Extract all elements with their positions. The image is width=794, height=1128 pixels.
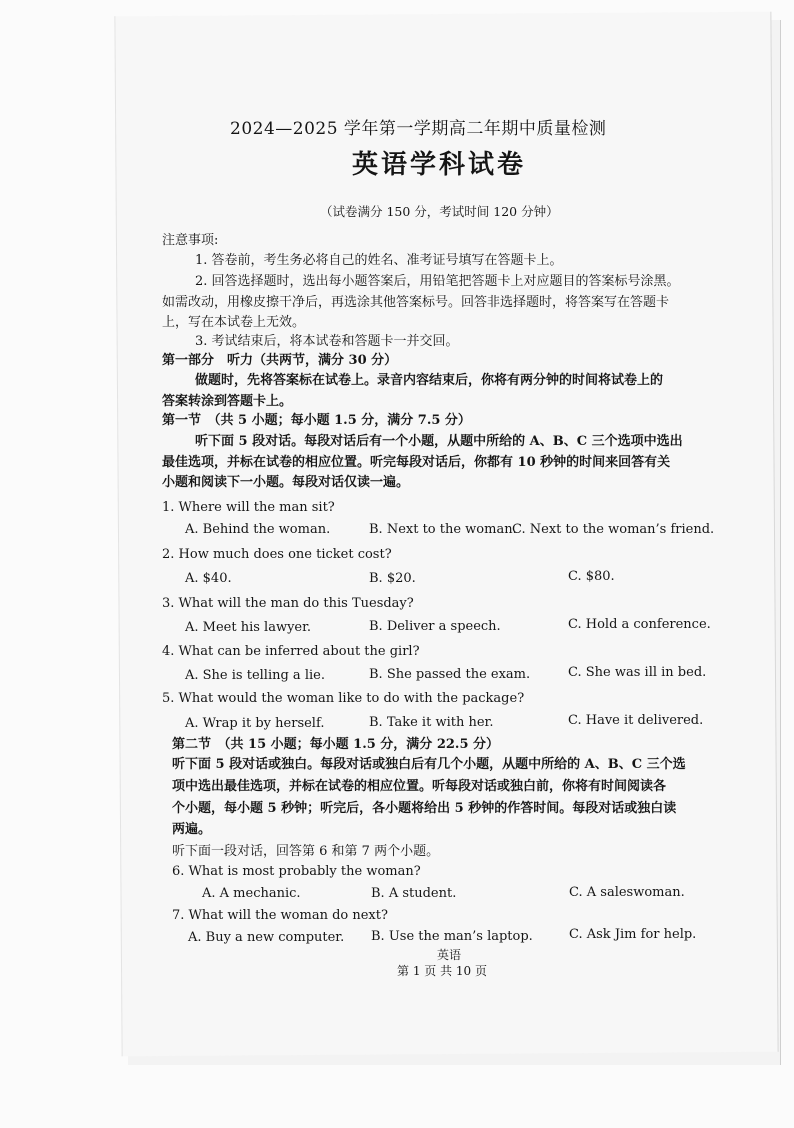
option-c: C. A saleswoman. — [569, 885, 685, 900]
option-b: B. $20. — [369, 571, 416, 586]
option-a: A. Buy a new computer. — [188, 930, 345, 945]
note-item: 3. 考试结束后，将本试卷和答题卡一并交回。 — [195, 334, 459, 349]
option-b: B. Next to the woman. — [369, 522, 517, 537]
part1-desc: 答案转涂到答题卡上。 — [162, 394, 293, 409]
note-item: 上，写在本试卷上无效。 — [162, 315, 306, 330]
exam-title: 2024—2025 学年第一学期高二年期中质量检测 — [230, 119, 607, 139]
exam-page — [162, 110, 728, 990]
note-item: 1. 答卷前，考生务必将自己的姓名、准考证号填写在答题卡上。 — [195, 253, 563, 268]
option-c: C. $80. — [568, 569, 615, 584]
section2-desc: 两遍。 — [172, 822, 212, 837]
option-c: C. Next to the woman’s friend. — [512, 522, 715, 537]
option-b: B. Deliver a speech. — [369, 619, 501, 634]
footer-page-number: 第 1 页 共 10 页 — [397, 964, 487, 978]
section1-heading: 第一节 （共 5 小题；每小题 1.5 分，满分 7.5 分） — [162, 413, 471, 428]
option-b: B. Take it with her. — [369, 715, 494, 730]
option-a: A. $40. — [185, 571, 232, 586]
option-c: C. Ask Jim for help. — [569, 927, 697, 942]
section2-desc: 个小题，每小题 5 秒钟；听完后，各小题将给出 5 秒钟的作答时间。每段对话或独白读 — [172, 801, 677, 816]
note-item: 2. 回答选择题时，选出每小题答案后，用铅笔把答题卡上对应题目的答案标号涂黑。 — [195, 274, 680, 289]
question-text: 5. What would the woman like to do with the package? — [162, 691, 525, 706]
question-text: 7. What will the woman do next? — [172, 908, 388, 923]
note-item: 如需改动，用橡皮擦干净后，再选涂其他答案标号。回答非选择题时，将答案写在答题卡 — [162, 295, 670, 310]
section2-desc: 项中选出最佳选项，并标在试卷的相应位置。听每段对话或独白前，你将有时间阅读各 — [172, 779, 667, 794]
section1-desc: 听下面 5 段对话。每段对话后有一个小题，从题中所给的 A、B、C 三个选项中选出 — [195, 434, 683, 449]
section2-heading: 第二节 （共 15 小题；每小题 1.5 分，满分 22.5 分） — [172, 737, 500, 752]
option-c: C. Hold a conference. — [568, 617, 711, 632]
option-b: B. A student. — [371, 886, 457, 901]
exam-subject-title: 英语学科试卷 — [352, 150, 527, 180]
question-text: 3. What will the man do this Tuesday? — [162, 596, 414, 611]
notes-heading: 注意事项: — [162, 233, 219, 248]
section1-desc: 小题和阅读下一小题。每段对话仅读一遍。 — [162, 475, 410, 490]
option-a: A. A mechanic. — [202, 886, 301, 901]
section1-desc: 最佳选项，并标在试卷的相应位置。听完每段对话后，你都有 10 秒钟的时间来回答有关 — [162, 455, 671, 470]
option-a: A. Meet his lawyer. — [185, 620, 312, 635]
option-b: B. She passed the exam. — [369, 667, 531, 682]
footer-subject: 英语 — [437, 948, 462, 962]
option-c: C. Have it delivered. — [568, 713, 704, 728]
question-text: 2. How much does one ticket cost? — [162, 547, 392, 562]
exam-subtitle: （试卷满分 150 分，考试时间 120 分钟） — [320, 204, 559, 219]
option-a: A. Wrap it by herself. — [185, 716, 325, 731]
part1-desc: 做题时，先将答案标在试卷上。录音内容结束后，你将有两分钟的时间将试卷上的 — [195, 373, 664, 388]
question-text: 6. What is most probably the woman? — [172, 864, 421, 879]
part1-heading: 第一部分 听力（共两节，满分 30 分） — [162, 353, 398, 368]
section2-desc: 听下面 5 段对话或独白。每段对话或独白后有几个小题，从题中所给的 A、B、C 三个选 — [172, 757, 686, 772]
question-text: 4. What can be inferred about the girl? — [162, 644, 420, 659]
option-c: C. She was ill in bed. — [568, 665, 707, 680]
option-b: B. Use the man’s laptop. — [371, 929, 533, 944]
option-a: A. She is telling a lie. — [185, 668, 325, 683]
question-text: 1. Where will the man sit? — [162, 500, 335, 515]
option-a: A. Behind the woman. — [185, 522, 331, 537]
section2-intro: 听下面一段对话，回答第 6 和第 7 两个小题。 — [172, 844, 440, 859]
